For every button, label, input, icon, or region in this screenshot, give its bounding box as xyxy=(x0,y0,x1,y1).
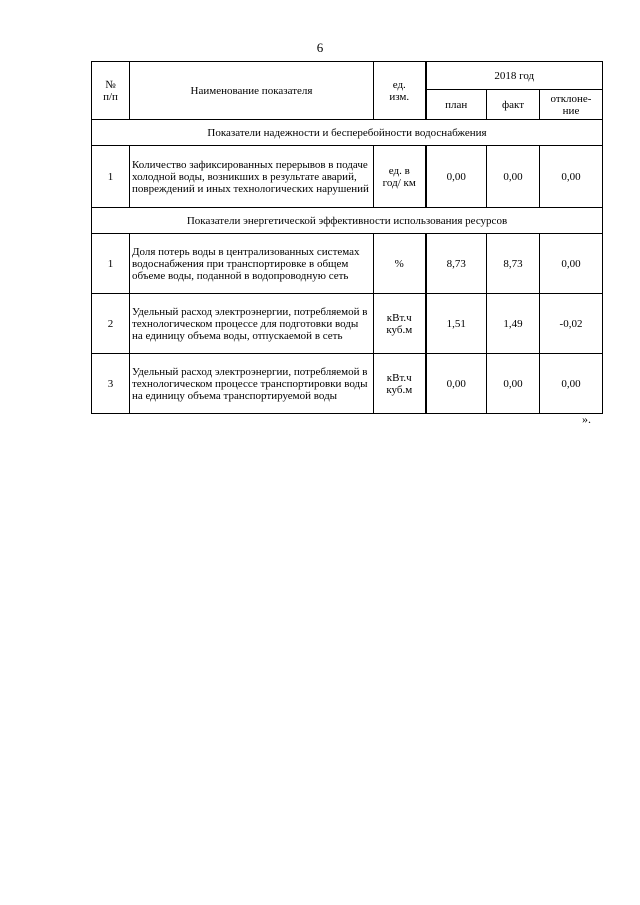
row-fact: 0,00 xyxy=(487,354,540,414)
header-num: № п/п xyxy=(92,62,130,120)
table-row xyxy=(92,234,603,294)
header-row-top xyxy=(92,62,603,90)
row-deviation: 0,00 xyxy=(540,354,603,414)
row-fact: 8,73 xyxy=(487,234,540,294)
row-unit: кВт.ч куб.м xyxy=(374,354,426,414)
section-row xyxy=(92,208,603,234)
row-unit: кВт.ч куб.м xyxy=(374,294,426,354)
header-plan: план xyxy=(426,90,487,120)
header-unit: ед. изм. xyxy=(374,62,426,120)
row-fact: 0,00 xyxy=(487,146,540,208)
row-plan: 0,00 xyxy=(426,146,487,208)
section-title: Показатели энергетической эффективности использования ресурсов xyxy=(92,208,603,234)
header-year: 2018 год xyxy=(426,62,603,90)
row-plan: 0,00 xyxy=(426,354,487,414)
row-deviation: 0,00 xyxy=(540,234,603,294)
closing-quote: ». xyxy=(582,412,591,426)
indicators-table xyxy=(91,61,603,414)
header-deviation: отклоне- ние xyxy=(540,90,603,120)
row-name: Количество зафиксированных перерывов в подаче холодной воды, возникших в результате аварий, повреждений и иных технологических нарушений xyxy=(130,146,374,208)
table-row xyxy=(92,354,603,414)
section-title: Показатели надежности и бесперебойности водоснабжения xyxy=(92,120,603,146)
row-name: Удельный расход электроэнергии, потребляемой в технологическом процессе транспортировки воды на единицу объема транспортируемой воды xyxy=(130,354,374,414)
table-row xyxy=(92,146,603,208)
row-deviation: 0,00 xyxy=(540,146,603,208)
row-num: 1 xyxy=(92,234,130,294)
row-plan: 1,51 xyxy=(426,294,487,354)
row-unit: % xyxy=(374,234,426,294)
section-row xyxy=(92,120,603,146)
table-row xyxy=(92,294,603,354)
row-unit: ед. в год/ км xyxy=(374,146,426,208)
row-name: Доля потерь воды в централизованных системах водоснабжения при транспортировке в общем объеме воды, поданной в водопроводную сеть xyxy=(130,234,374,294)
row-plan: 8,73 xyxy=(426,234,487,294)
row-num: 2 xyxy=(92,294,130,354)
row-num: 3 xyxy=(92,354,130,414)
header-fact: факт xyxy=(487,90,540,120)
header-name: Наименование показателя xyxy=(130,62,374,120)
row-deviation: -0,02 xyxy=(540,294,603,354)
page-number: 6 xyxy=(316,40,324,55)
row-num: 1 xyxy=(92,146,130,208)
row-name: Удельный расход электроэнергии, потребляемой в технологическом процессе для подготовки воды на единицу объема воды, отпускаемой в сеть xyxy=(130,294,374,354)
row-fact: 1,49 xyxy=(487,294,540,354)
